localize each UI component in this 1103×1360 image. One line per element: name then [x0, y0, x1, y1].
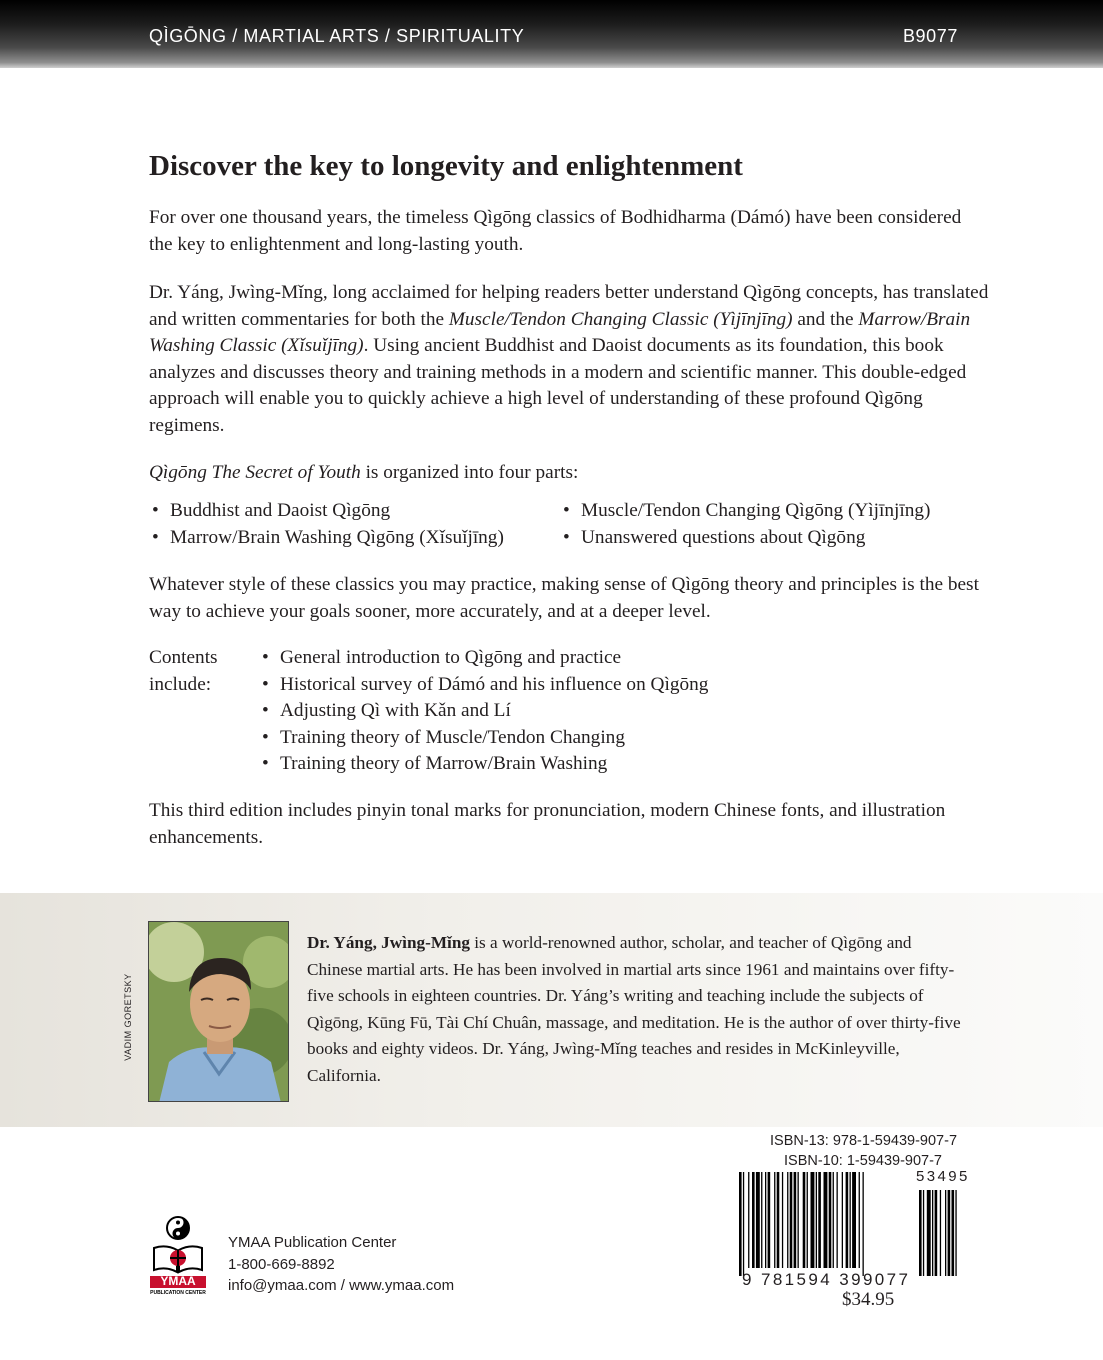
- barcode-bar: [777, 1172, 780, 1268]
- barcode-addon-bar: [948, 1190, 951, 1276]
- price: $34.95: [842, 1289, 895, 1310]
- author-portrait-illustration: [149, 922, 289, 1102]
- publisher-name: YMAA Publication Center: [228, 1234, 397, 1251]
- barcode-bar: [863, 1172, 864, 1276]
- list-item: • Adjusting Qì with Kǎn and Lí: [262, 698, 708, 725]
- list-item: • Buddhist and Daoist Qìgōng: [152, 498, 504, 525]
- bullet: •: [262, 753, 269, 774]
- barcode-bar: [761, 1172, 762, 1268]
- publisher-contact: info@ymaa.com / www.ymaa.com: [228, 1277, 455, 1294]
- barcode-bar: [768, 1172, 771, 1268]
- barcode-bar: [774, 1172, 775, 1268]
- barcode-bar: [787, 1172, 788, 1268]
- bullet: •: [152, 526, 159, 548]
- barcode-bar: [782, 1172, 783, 1268]
- barcode-bar: [752, 1172, 755, 1268]
- author-bio: Dr. Yáng, Jwìng-Mǐng is a world-renowned author, scholar, and teacher of Qìgōng and Chinese martial arts. He has been involved in martial arts since 1961 and maintains over fifty-five schools in eighteen countries. Dr. Yáng’s writing and teaching include the subjects of Qìgōng, Kūng Fū, Tài Chí Chuân, massage, and meditation. He is the author of over thirty-five books and eighty videos. Dr. Yáng, Jwìng-Mǐng teaches and resides in McKinleyville, California.: [307, 933, 961, 1085]
- barcode-digits: 9 781594 399077: [742, 1270, 911, 1289]
- barcode-addon-bar: [935, 1190, 938, 1276]
- description-text-1: Dr. Yáng, Jwìng-Mǐng, long acclaimed for helping readers better understand Qìgōng concepts, has translated and written commentaries for both the: [149, 282, 989, 330]
- publisher-info: [228, 1232, 454, 1297]
- barcode-addon-bar: [945, 1190, 946, 1276]
- barcode-bar: [790, 1172, 793, 1268]
- barcode-bar: [756, 1172, 760, 1268]
- category-banner: [0, 0, 1103, 68]
- barcode-bar: [846, 1172, 849, 1268]
- barcode-bar: [859, 1172, 860, 1268]
- barcode-bar: [852, 1172, 856, 1268]
- barcode-bar: [739, 1172, 742, 1276]
- edition-note: This third edition includes pinyin tonal marks for pronunciation, modern Chinese fonts, and illustration enhancements.: [149, 800, 946, 848]
- barcode-addon-bar: [952, 1190, 955, 1276]
- barcode-bar: [794, 1172, 797, 1268]
- logo-wordmark: YMAA: [160, 1274, 196, 1288]
- bullet: •: [262, 700, 269, 721]
- barcode-addon-bar: [932, 1190, 933, 1276]
- product-code: B9077: [902, 26, 958, 46]
- description-text-3: . Using ancient Buddhist and Daoist documents as its foundation, this book analyzes and discusses theory and training methods in a modern and scientific manner. This double-edged approach will enable you to quickly achieve a high level of understanding of these profound Qìgōng regimens.: [149, 335, 967, 436]
- barcode-addon-bar: [923, 1190, 924, 1276]
- barcode-addon-bar: [955, 1190, 956, 1276]
- publisher-phone: 1-800-669-8892: [228, 1255, 335, 1273]
- bullet: •: [563, 526, 570, 548]
- barcode-bar: [833, 1172, 834, 1268]
- isbn-10: ISBN-10: 1-59439-907-7: [784, 1153, 942, 1169]
- book-title: Qìgōng The Secret of Youth: [149, 462, 361, 483]
- barcode-bar: [816, 1172, 817, 1268]
- barcode-addon-bar: [919, 1190, 922, 1276]
- barcode-addon-digits: 53495: [916, 1168, 970, 1185]
- list-item: • Historical survey of Dámó and his influence on Qìgōng: [262, 672, 708, 699]
- category-label: QÌGŌNG / MARTIAL ARTS / SPIRITUALITY: [149, 26, 525, 46]
- barcode-bar: [824, 1172, 828, 1268]
- barcode-addon-bar: [940, 1190, 941, 1276]
- barcode-bar: [829, 1172, 832, 1268]
- headline: Discover the key to longevity and enlightenment: [149, 150, 743, 182]
- bullet: •: [262, 647, 269, 668]
- classic-title-1: Muscle/Tendon Changing Classic (Yìjīnjīng): [448, 308, 793, 330]
- list-item: • Muscle/Tendon Changing Qìgōng (Yìjīnjīng): [563, 498, 930, 525]
- bullet: •: [563, 500, 570, 521]
- author-photo: [148, 921, 289, 1102]
- contents-label: Contents include:: [149, 647, 218, 695]
- intro-paragraph: For over one thousand years, the timeless Qìgōng classics of Bodhidharma (Dámó) have been considered the key to enlightenment and long-lasting youth.: [149, 207, 962, 255]
- bullet: •: [262, 726, 269, 748]
- barcode-bar: [743, 1172, 744, 1276]
- bullet: •: [152, 500, 159, 521]
- parts-intro: [149, 460, 989, 487]
- barcode-bar: [811, 1172, 815, 1268]
- bullet: •: [262, 673, 269, 695]
- description-text-2: and the: [792, 308, 859, 330]
- barcode-bar: [807, 1172, 808, 1268]
- description-paragraph: [149, 280, 989, 439]
- list-item: • Marrow/Brain Washing Qìgōng (Xǐsuǐjīng): [152, 525, 504, 552]
- list-item: • Training theory of Muscle/Tendon Changing: [262, 725, 708, 752]
- list-item: • General introduction to Qìgōng and practice: [262, 645, 708, 672]
- list-item: • Unanswered questions about Qìgōng: [563, 525, 930, 552]
- classic-title-2: Marrow/Brain Washing Classic (Xǐsuǐjīng): [149, 308, 971, 356]
- barcode-bar: [842, 1172, 843, 1268]
- logo-subtext: PUBLICATION CENTER: [150, 1290, 206, 1296]
- barcode-bar: [837, 1172, 838, 1268]
- parts-intro-text: is organized into four parts:: [360, 462, 579, 483]
- contents-list: [262, 645, 708, 778]
- barcode-bar: [803, 1172, 806, 1268]
- barcode-bar: [748, 1172, 749, 1268]
- barcode-bar: [818, 1172, 821, 1268]
- barcode-bar: [798, 1172, 799, 1268]
- barcode-bar: [765, 1172, 766, 1268]
- author-name: Dr. Yáng, Jwìng-Mǐng: [307, 933, 470, 952]
- barcode-bar: [850, 1172, 851, 1268]
- isbn-13: ISBN-13: 978-1-59439-907-7: [770, 1133, 958, 1149]
- barcode-addon-bar: [927, 1190, 931, 1276]
- style-paragraph: Whatever style of these classics you may practice, making sense of Qìgōng theory and principles is the best way to achieve your goals sooner, more accurately, and at a deeper level.: [149, 574, 979, 622]
- list-item: • Training theory of Marrow/Brain Washing: [262, 751, 708, 778]
